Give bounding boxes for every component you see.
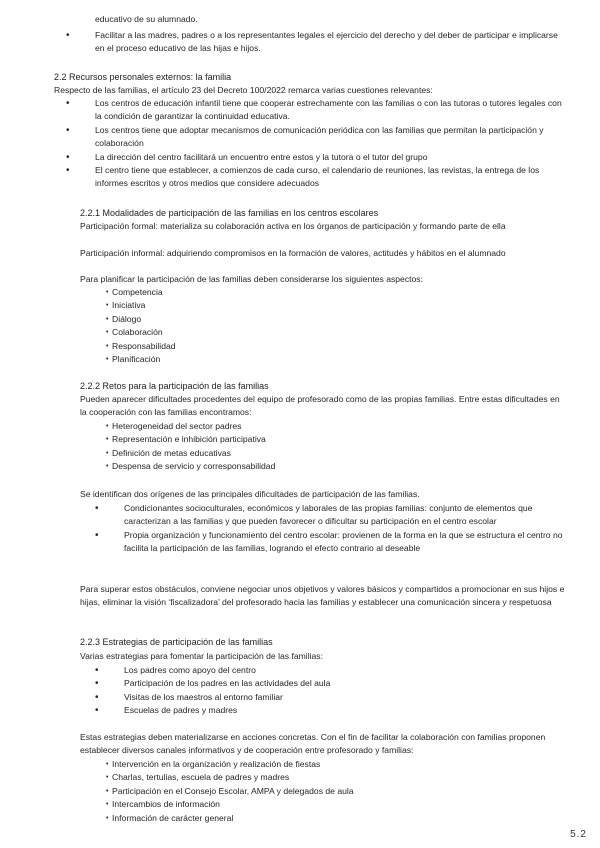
- list-item: • Información de carácter general: [112, 812, 532, 825]
- list-item: • Despensa de servicio y corresponsabilidad: [112, 460, 512, 473]
- strategies-list: [124, 664, 524, 718]
- section-heading-2-2: 2.2 Recursos personales externos: la familia: [54, 72, 232, 82]
- list-item: • Planificación: [112, 353, 412, 366]
- list-item: • Los centros tiene que adoptar mecanismos de comunicación periódica con las familias que permitan la participación y colaboración: [95, 124, 565, 151]
- list-item: • Facilitar a las madres, padres o a los representantes legales el ejercicio del derecho y del deber de participar e implicarse en el proceso educativo de las hijas e hijos.: [95, 29, 565, 56]
- section-heading-2-2-3: 2.2.3 Estrategias de participación de las familias: [80, 637, 273, 647]
- section-2-2-bullets: [95, 97, 565, 191]
- list-item: • La dirección del centro facilitará un encuentro entre estos y la tutora o el tutor del grupo: [95, 151, 565, 164]
- top-bullet-continuation: educativo de su alumnado.: [95, 14, 198, 24]
- list-item: • El centro tiene que establecer, a comienzos de cada curso, el calendario de reuniones, las revistas, la entrega de los informes escritos y otros medios que considere adecuados: [95, 164, 565, 191]
- section-2-2-3-intro: Varias estrategias para fomentar la participación de las familias:: [80, 651, 323, 661]
- difficulties-list: [112, 420, 512, 474]
- list-item: • Iniciativa: [112, 299, 412, 312]
- list-item: • Responsabilidad: [112, 340, 412, 353]
- list-item: • Participación de los padres en las actividades del aula: [124, 677, 524, 690]
- list-item: • Colaboración: [112, 326, 412, 339]
- origins-intro: Se identifican dos orígenes de las principales dificultades de participación de las familias.: [80, 489, 420, 499]
- actions-intro: Estas estrategias deben materializarse en acciones concretas. Con el fin de facilitar la colaboración con familias proponen establecer diversos canales informativos y de cooperación entre profesorado y familias:: [80, 732, 546, 756]
- list-item: • Condicionantes socioculturales, económicos y laborales de las propias familias: conjunto de elementos que caracterizan a las familias y que pueden favorecer o dificultar su participación en el centro escolar: [124, 502, 564, 529]
- section-2-2-intro: Respecto de las familias, el artículo 23 del Decreto 100/2022 remarca varias cuestiones relevantes:: [54, 85, 433, 95]
- list-item: • Intervención en la organización y realización de fiestas: [112, 758, 532, 771]
- list-item: • Intercambios de información: [112, 798, 532, 811]
- list-item: • Participación en el Consejo Escolar, AMPA y delegados de aula: [112, 785, 532, 798]
- list-item: • Los padres como apoyo del centro: [124, 664, 524, 677]
- list-item: • Diálogo: [112, 313, 412, 326]
- list-item: • Heterogeneidad del sector padres: [112, 420, 512, 433]
- list-item: • Charlas, tertulias, escuela de padres y madres: [112, 771, 532, 784]
- planning-intro: Para planificar la participación de las familias deben considerarse los siguientes aspectos:: [80, 274, 423, 284]
- list-item: • Escuelas de padres y madres: [124, 704, 524, 717]
- section-2-2-2-conclusion: Para superar estos obstáculos, conviene negociar unos objetivos y valores básicos y compartidos a promocionar en sus hijos e hijas, eliminar la visión ‘fiscalizadora’ del profesorado hacia las familias y establecer una comunicación sincera y respetuosa: [80, 584, 565, 608]
- continuation-text: [95, 13, 565, 26]
- list-item: • Visitas de los maestros al entorno familiar: [124, 691, 524, 704]
- top-bullet-list: [95, 29, 565, 56]
- list-item: • Competencia: [112, 286, 412, 299]
- list-item: • Propia organización y funcionamiento del centro escolar: provienen de la forma en la que se estructura el centro no facilita la participación de las familias, logrando el efecto contrario al deseable: [124, 529, 564, 556]
- informal-participation: Participación informal: adquiriendo compromisos en la formación de valores, actitudes y hábitos en el alumnado: [80, 248, 506, 258]
- list-item: • Los centros de educación infantil tiene que cooperar estrechamente con las familias o con las tutoras o tutores legales con la condición de garantizar la continuidad educativa.: [95, 97, 565, 124]
- origins-list: [124, 502, 564, 556]
- list-item: • Definición de metas educativas: [112, 447, 512, 460]
- list-item: • Representación e inhibición participativa: [112, 433, 512, 446]
- channels-list: [112, 758, 532, 825]
- formal-participation: Participación formal: materializa su colaboración activa en los órganos de participación y formando parte de ella: [80, 221, 506, 231]
- section-heading-2-2-1: 2.2.1 Modalidades de participación de las familias en los centros escolares: [80, 208, 379, 218]
- section-heading-2-2-2: 2.2.2 Retos para la participación de las familias: [80, 381, 269, 391]
- page-number: 5.2: [570, 828, 587, 840]
- planning-aspects-list: [112, 286, 412, 366]
- section-2-2-2-intro: Pueden aparecer dificultades procedentes del equipo de profesorado como de las propias familias. Entre estas dificultades en la cooperación con las familias encontramos:: [80, 394, 560, 418]
